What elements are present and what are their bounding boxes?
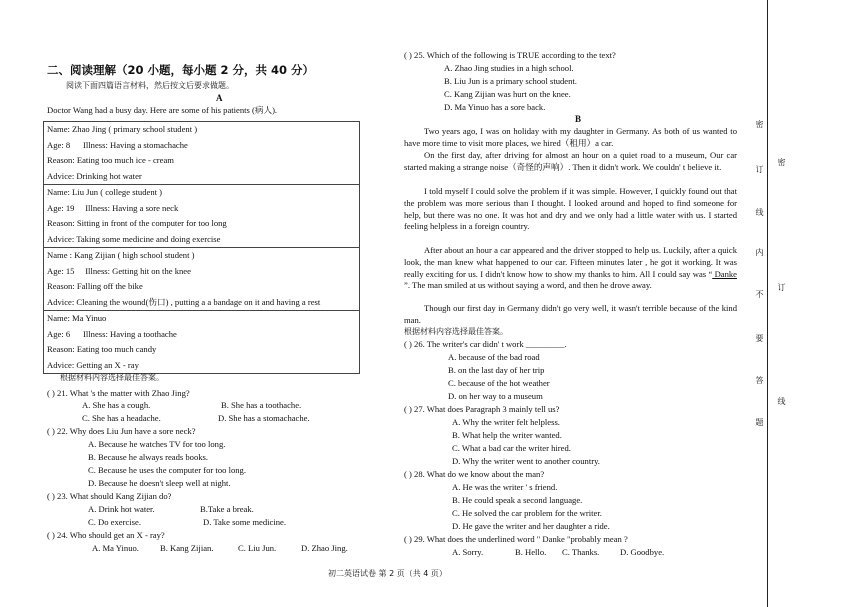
q21-option-d: D. She has a stomachache. (218, 413, 310, 423)
patient-reason: Reason: Eating too much ice - cream (47, 155, 174, 165)
patient-advice: Advice: Cleaning the wound(伤口) , putting a a bandage on it and having a rest (47, 296, 321, 307)
q29-option-b: B. Hello. (515, 547, 547, 557)
patient-age-illness: Age: 15 Illness: Getting hit on the knee (47, 265, 191, 276)
q24-option-b: B. Kang Zijian. (160, 543, 214, 553)
passage-b-paragraph-3: I told myself I could solve the problem if it was simple. However, I quickly found out that the problem was more serious than I thought. I looked around and hoped to find someone for help, but there was no one. It was hot and dry and we only had a little water with us. I started feeling helpless in a foreign country. (404, 186, 737, 232)
binding-char: 内 (755, 248, 764, 256)
patient-table (43, 121, 360, 374)
patient-reason: Reason: Falling off the bike (47, 281, 143, 291)
q22-option-c: C. Because he uses the computer for too long. (88, 465, 246, 475)
choose-instruction-a: 根据材料内容选择最佳答案。 (60, 373, 164, 382)
q21-option-b: B. She has a toothache. (221, 400, 302, 410)
q26-option-d: D. on her way to a museum (448, 391, 543, 401)
patient-name: Name : Kang Zijian ( high school student ) (47, 250, 195, 260)
patient-name: Name: Liu Jun ( college student ) (47, 187, 163, 197)
passage-a-intro: Doctor Wang had a busy day. Here are some of his patients (病人). (47, 105, 278, 115)
q26-option-c: C. because of the hot weather (448, 378, 550, 388)
section-title: 二、阅读理解（20 小题，每小题 2 分，共 40 分） (47, 63, 315, 77)
q25-option-c: C. Kang Zijian was hurt on the knee. (444, 89, 571, 99)
question-25: ( ) 25. Which of the following is TRUE according to the text? (404, 50, 616, 60)
binding-char: 线 (755, 208, 764, 216)
q24-option-d: D. Zhao Jing. (301, 543, 348, 553)
patient-age-illness: Age: 6 Illness: Having a toothache (47, 328, 177, 339)
patient-record (44, 311, 359, 373)
q25-option-b: B. Liu Jun is a primary school student. (444, 76, 577, 86)
passage-b-paragraph-2: On the first day, after driving for almost an hour on a quiet road to a museum, Our car started making a strange noise（奇怪的声响）. Then it didn't work. We couldn' t believe it. (404, 150, 737, 172)
q23-option-c: C. Do exercise. (88, 517, 141, 527)
passage-b-paragraph-4 (404, 245, 737, 292)
q27-option-a: A. Why the writer felt helpless. (452, 417, 560, 427)
q23-option-b: B.Take a break. (200, 504, 254, 514)
q26-option-a: A. because of the bad road (448, 352, 540, 362)
patient-record (44, 122, 359, 185)
question-27: ( ) 27. What does Paragraph 3 mainly tell us? (404, 404, 560, 414)
q28-option-d: D. He gave the writer and her daughter a ride. (452, 521, 610, 531)
question-23: ( ) 23. What should Kang Zijian do? (47, 491, 172, 501)
q25-option-a: A. Zhao Jing studies in a high school. (444, 63, 574, 73)
paragraph-4-start: After about an hour a car appeared and the driver stopped to help us. Luckily, after a quick look, the man knew what happened to our car. Fifteen minutes later , he got it working. It was really exciting for us. I didn't know how to show my thanks to him. All I could say was “ (404, 245, 737, 279)
q21-option-a: A. She has a cough. (82, 400, 151, 410)
binding-char: 题 (755, 418, 764, 426)
q26-option-b: B. on the last day of her trip (448, 365, 545, 375)
passage-a-letter: A (216, 93, 223, 103)
q23-option-d: D. Take some medicine. (203, 517, 287, 527)
q28-option-a: A. He was the writer ' s friend. (452, 482, 558, 492)
q24-option-a: A. Ma Yinuo. (92, 543, 139, 553)
patient-age-illness: Age: 8 Illness: Having a stomachache (47, 139, 188, 150)
passage-b-paragraph-1: Two years ago, I was on holiday with my daughter in Germany. As both of us wanted to have more time to visit more places, we hired（租用）a car. (404, 126, 737, 148)
question-21: ( ) 21. What 's the matter with Zhao Jing? (47, 388, 190, 398)
q22-option-b: B. Because he always reads books. (88, 452, 209, 462)
choose-instruction-b: 根据材料内容选择最佳答案。 (404, 327, 508, 336)
binding-char: 不 (755, 290, 764, 298)
question-24: ( ) 24. Who should get an X - ray? (47, 530, 165, 540)
binding-line (767, 0, 768, 607)
q24-option-c: C. Liu Jun. (238, 543, 277, 553)
patient-reason: Reason: Eating too much candy (47, 344, 157, 354)
patient-advice: Advice: Drinking hot water (47, 170, 142, 181)
q23-option-a: A. Drink hot water. (88, 504, 155, 514)
binding-char: 要 (755, 334, 764, 342)
q28-option-b: B. He could speak a second language. (452, 495, 583, 505)
binding-char: 订 (777, 283, 786, 291)
patient-record (44, 248, 359, 311)
patient-record (44, 185, 359, 248)
q25-option-d: D. Ma Yinuo has a sore back. (444, 102, 546, 112)
binding-char: 密 (777, 158, 786, 166)
q29-option-c: C. Thanks. (562, 547, 600, 557)
paragraph-4-end: ”. The man smiled at us without saying a word, and then he drove away. (404, 280, 652, 291)
patient-reason: Reason: Sitting in front of the computer for too long (47, 218, 227, 228)
q29-option-a: A. Sorry. (452, 547, 484, 557)
patient-name: Name: Ma Yinuo (47, 313, 107, 323)
q27-option-b: B. What help the writer wanted. (452, 430, 562, 440)
q21-option-c: C. She has a headache. (82, 413, 161, 423)
question-29: ( ) 29. What does the underlined word " Danke "probably mean ? (404, 534, 628, 544)
question-22: ( ) 22. Why does Liu Jun have a sore neck? (47, 426, 196, 436)
q27-option-d: D. Why the writer went to another country. (452, 456, 600, 466)
question-28: ( ) 28. What do we know about the man? (404, 469, 545, 479)
q28-option-c: C. He solved the car problem for the writer. (452, 508, 602, 518)
page-footer: 初二英语试卷 第 2 页（共 4 页） (328, 569, 447, 578)
passage-b-paragraph-5: Though our first day in Germany didn't go very well, it wasn't terrible because of the kind man. (404, 303, 737, 325)
binding-char: 密 (755, 120, 764, 128)
q22-option-a: A. Because he watches TV for too long. (88, 439, 226, 449)
patient-advice: Advice: Taking some medicine and doing exercise (47, 233, 221, 244)
patient-advice: Advice: Getting an X - ray (47, 359, 139, 370)
patient-name: Name: Zhao Jing ( primary school student ) (47, 124, 198, 134)
q22-option-d: D. Because he doesn't sleep well at night. (88, 478, 231, 488)
passage-b-letter: B (575, 114, 582, 124)
question-26: ( ) 26. The writer's car didn' t work _________. (404, 339, 567, 349)
binding-char: 订 (755, 165, 764, 173)
patient-age-illness: Age: 19 Illness: Having a sore neck (47, 202, 179, 213)
binding-char: 答 (755, 376, 764, 384)
binding-char: 线 (777, 397, 786, 405)
q29-option-d: D. Goodbye. (620, 547, 665, 557)
q27-option-c: C. What a bad car the writer hired. (452, 443, 571, 453)
underlined-word-danke: Danke (712, 268, 737, 279)
instruction: 阅读下面四篇语言材料，然后按文后要求做题。 (66, 81, 234, 90)
